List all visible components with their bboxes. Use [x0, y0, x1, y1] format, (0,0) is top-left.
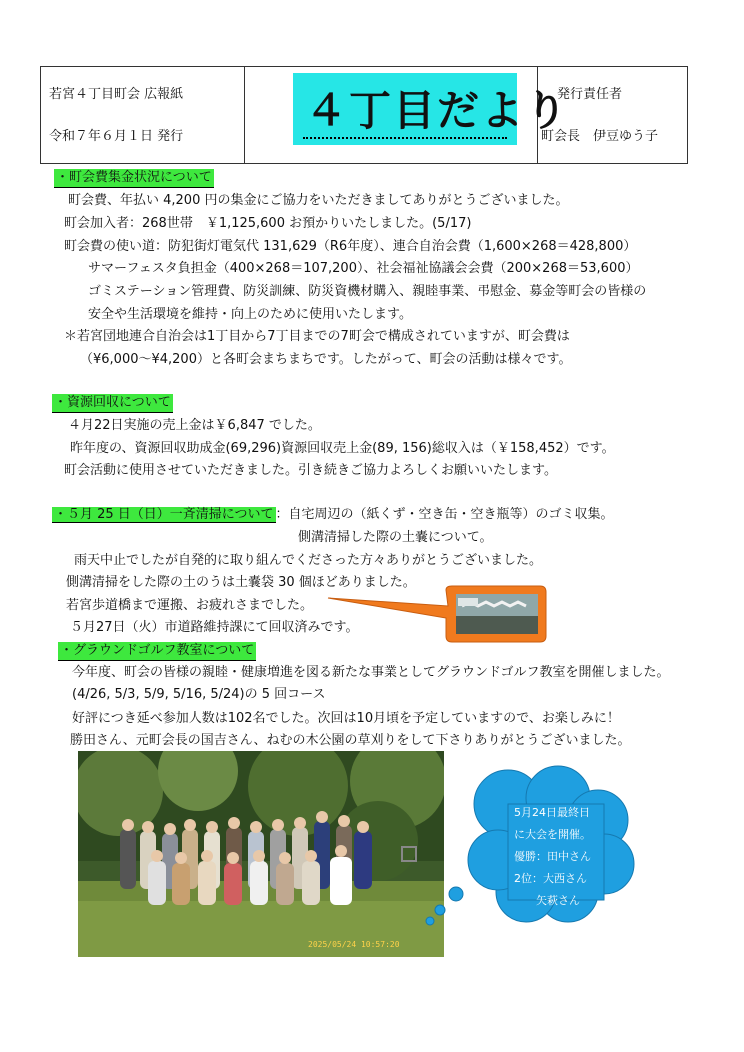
cleanup-heading-suffix: ：自宅周辺の（紙くず・空き缶・空き瓶等）のゴミ収集。: [275, 507, 614, 522]
result-bubble: [418, 764, 662, 934]
cleanup-line-4: 若宮歩道橋まで運搬、お疲れさまでした。: [66, 598, 314, 613]
org-name: 若宮４丁目町会 広報紙: [49, 87, 184, 102]
group-photo: [78, 751, 444, 957]
bubble-line-2: に大会を開催。: [514, 828, 591, 841]
recycle-line-3: 町会活動に使用させていただきました。引き続きご協力よろしくお願いいたします。: [64, 463, 557, 478]
dues-line-5: ゴミステーション管理費、防災訓練、防災資機材購入、親睦事業、弔慰金、募金等町会の皆様の: [88, 284, 647, 299]
publisher-label: 発行責任者: [557, 87, 623, 102]
title-box: [293, 73, 570, 145]
dues-line-1: 町会費、年払い 4,200 円の集金にご協力をいただきましてありがとうございました。: [68, 193, 569, 208]
recycle-line-2: 昨年度の、資源回収助成金(69,296)資源回収売上金(89, 156)総収入は（￥158,452）です。: [70, 441, 615, 456]
bubble-line-4: 2位：大西さん: [514, 872, 587, 885]
bubble-line-3: 優勝：田中さん: [514, 850, 591, 863]
cleanup-line-3: 側溝清掃をした際の土のうは土嚢袋 30 個ほどありました。: [66, 575, 416, 590]
sandbag-callout: [318, 584, 550, 644]
photo-timestamp: 2025/05/24 10:57:20: [308, 940, 400, 949]
publisher-name: 町会長 伊豆ゆう子: [541, 129, 659, 144]
dues-line-4: サマーフェスタ負担金（400×268＝107,200）、社会福祉協議会会費（200×268＝53,600）: [88, 261, 639, 276]
dues-line-6: 安全や生活環境を維持・向上のために使用いたします。: [88, 307, 412, 322]
dues-line-3: 町会費の使い道：防犯街灯電気代 131,629（R6年度）、連合自治会費（1,600×268＝428,800）: [64, 239, 637, 254]
golf-line-3: 好評につき延べ参加人数は102名でした。次回は10月頃を予定していますので、お楽しみに！: [72, 711, 620, 726]
dues-line-7: ＊若宮団地連合自治会は1丁目から7丁目までの7町会で構成されていますが、町会費は: [64, 329, 570, 344]
page-title: ４丁目だより: [305, 86, 570, 135]
cleanup-line-1: 側溝清掃した際の土嚢について。: [298, 530, 493, 545]
golf-line-2: (4/26, 5/3, 5/9, 5/16, 5/24)の 5 回コース: [72, 687, 326, 702]
dues-line-8: （¥6,000～¥4,200）と各町会まちまちです。したがって、町会の活動は様々です。: [80, 352, 572, 367]
masthead: [40, 66, 688, 164]
cleanup-line-5: ５月27日（火）市道路維持課にて回収済みです。: [70, 620, 359, 635]
masthead-right: [537, 67, 687, 163]
masthead-left: [41, 67, 245, 163]
masthead-center: [244, 67, 570, 163]
recycle-line-1: ４月22日実施の売上金は￥6,847 でした。: [68, 418, 321, 433]
bubble-line-1: 5月24日最終日: [514, 806, 590, 819]
cleanup-line-2: 雨天中止でしたが自発的に取り組んでくださった方々ありがとうございました。: [74, 553, 543, 568]
section-heading-cleanup: ・５月 25 日（日）一斉清掃について: [54, 507, 274, 522]
title-underline: [303, 137, 507, 139]
golf-line-1: 今年度、町会の皆様の親睦・健康増進を図る新たな事業としてグラウンドゴルフ教室を開催しました。: [72, 665, 670, 680]
cleanup-heading-row: [52, 506, 614, 524]
issue-date: 令和７年６月１日 発行: [49, 129, 184, 144]
dues-line-2: 町会加入者：268世帯 ￥1,125,600 お預かりいたしました。(5/17): [64, 216, 472, 231]
bubble-line-5: 矢萩さん: [514, 894, 580, 907]
section-heading-dues: ・町会費集金状況について: [54, 169, 214, 188]
section-heading-golf: ・グラウンドゴルフ教室について: [58, 642, 256, 661]
section-heading-recycle: ・資源回収について: [52, 394, 173, 413]
golf-line-4: 勝田さん、元町会長の国吉さん、ねむの木公園の草刈りをして下さりありがとうございました。: [70, 733, 631, 748]
